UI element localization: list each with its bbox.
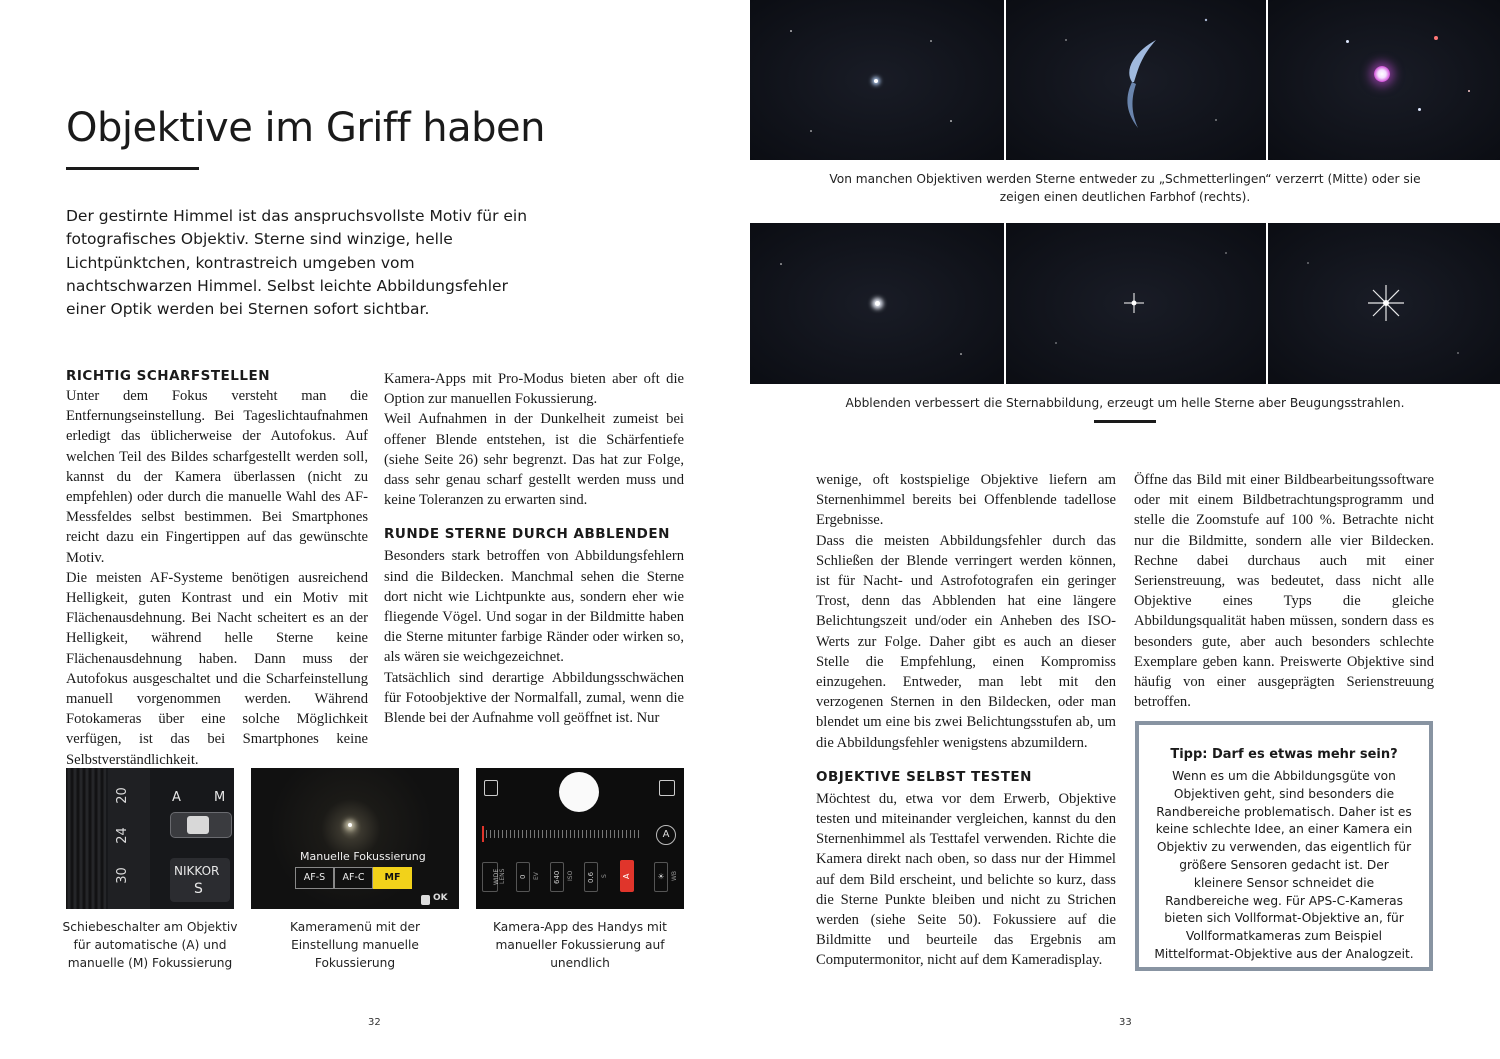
intro-paragraph: Der gestirnte Himmel ist das anspruchsvollste Motiv für ein fotografisches Objektiv. Sterne sind winzige, helle Lichtpünktchen, kontrastreich umgeben vom nachtschwarzen Himmel. Selbst leichte Abbildungsfehler einer Optik werden bei Sternen sofort sichtbar. [66,207,528,319]
body-paragraph: wenige, oft kostspielige Objektive liefern am Sternenhimmel bereits bei Offenblende tadellose Ergebnisse. [816,472,1116,529]
distance-label-30: 30 [114,867,130,884]
setting-shutter: S [601,874,608,878]
distance-label-24: 24 [114,827,130,844]
pro-mode-settings-bar [476,856,684,896]
left-column-1 [66,366,368,770]
switch-label-m: M [214,790,226,805]
star-point [348,823,352,827]
lens-switch-photo [66,768,234,909]
star-photo-diffraction-spikes [1268,223,1500,384]
lens-series-label: S [194,881,203,897]
ok-label: OK [433,893,448,903]
camera-menu-photo [251,768,459,909]
body-paragraph: Unter dem Fokus versteht man die Entfernungseinstellung. Bei Tageslichtaufnahmen erledigt das üblicherweise der Autofokus. Auf welchen Teil des Bildes scharfgestellt werden soll, kannst du der Kamera überlassen (nicht zu empfehlen) oder durch die manuelle Wahl des AF-Messfeldes selbst bestimmen. Bei Smartphones reicht dazu ein Fingertippen auf das gewünschte Motiv. [66,388,368,566]
title-underline [66,167,199,170]
menu-option-afs: AF-S [295,867,334,889]
info-icon [421,895,430,905]
menu-title: Manuelle Fokussierung [300,850,426,863]
shutter-button [559,772,599,812]
body-paragraph: Die meisten AF-Systeme benötigen ausreichend Helligkeit, guten Kontrast und ein Motiv mit Flächenausdehnung. Bei Nacht scheitert es an der Helligkeit, während helle Sterne keine Flächenausdehnung haben. Dann muss der Autofokus ausgeschaltet und die Scharfeinstellung manuell vorgenommen werden. Während Fotokameras über eine solche Möglichkeit verfügen, ist das bei Smartphones keine Selbstverständlichkeit. [66,569,368,768]
tip-box [1135,721,1433,971]
star-photo-coma-corner [750,0,1004,160]
star-photo-stopped-down [1006,223,1266,384]
figure-caption-middle: Abblenden verbessert die Sternabbildung, erzeugt um helle Sterne aber Beugungsstrahlen. [845,396,1405,410]
gallery-icon [659,780,675,796]
brand-label: NIKKOR [174,864,220,878]
section-heading-testing: OBJEKTIVE SELBST TESTEN [816,768,1032,785]
setting-shutter-value: 0.6 [584,862,598,892]
star-photo-open-aperture [750,223,1004,384]
left-column-2 [384,369,684,728]
body-paragraph: Weil Aufnahmen in der Dunkelheit zumeist bei offener Blende entstehen, ist die Schärfentiefe (siehe Seite 26) sehr begrenzt. Das hat zur Folge, dass sehr genau scharf gestellt werden muss und keine Toleranzen zu erwarten sind. [384,411,684,509]
focus-mode-switch [170,812,232,838]
menu-option-mf: MF [373,867,412,889]
body-paragraph: Kamera-Apps mit Pro-Modus bieten aber oft die Option zur manuellen Fokussierung. [384,371,684,408]
setting-lens: LENS [499,868,506,884]
caption-underline [1094,420,1156,423]
section-heading-focus: RICHTIG SCHARFSTELLEN [66,368,271,384]
page-title: Objektive im Griff haben [66,105,545,151]
setting-iso: ISO [567,870,574,882]
photo-caption: Kamera-App des Handys mit manueller Fokussierung auf unendlich [493,920,667,970]
setting-iso-value: 640 [550,862,564,892]
body-paragraph: Dass die meisten Abbildungsfehler durch das Schließen der Blende verringert werden können, ist für Nacht- und Astrofotografen ein geringer Trost, denn das Abblenden hat eine längere Belichtungszeit und/oder ein Anheben des ISO-Werts zur Folge. Daher gibt es auch an dieser Stelle die Empfehlung, einen Kompromiss einzugehen. Entweder, man lebt mit den verzogenen Sternen in den Bildecken, oder man blendet um eine bis zwei Belichtungsstufen ab, um die Abbildungsfehler wenigstens abzumildern. [816,532,1116,751]
tip-text: Wenn es um die Abbildungsgüte von Objektiven geht, sind besonders die Randbereiche problematisch. Daher ist es keine schlechte Idee, an einer Kamera ein Objektiv zu verwenden, das eigentlich für größere Sensoren gedacht ist. Der kleinere Sensor schneidet die Randbereiche weg. Für APS-C-Kameras bieten sich Vollformat-Objektive an, für Vollformatkameras zum Beispiel Mittelformat-Objektive aus der Analogzeit. [1154,769,1414,961]
photo-caption: Schiebeschalter am Objektiv für automatische (A) und manuelle (M) Fokussierung [62,920,238,970]
switch-label-a: A [172,790,181,805]
star-photo-color-halo [1268,0,1500,160]
body-paragraph: Möchtest du, etwa vor dem Erwerb, Objektive testen und miteinander vergleichen, kannst du den Sternenhimmel als Testtafel verwenden. Richte die Kamera direkt nach oben, so dass nur der Himmel auf dem Bild erscheint, und belichte so kurz, dass die Sterne Punkte bleiben und nicht zu Strichen werden (siehe Seite 50). Fokussiere auf die Bildmitte und beurteile das Ergebnis am Computermonitor, nicht auf dem Kameradisplay. [816,790,1116,969]
body-paragraph: Besonders stark betroffen von Abbildungsfehlern sind die Bildecken. Manchmal sehen die Sterne dort nicht wie Lichtpunkte aus, sondern eher wie fliegende Vögel. Und sogar in der Bildmitte haben die Sterne mitunter farbige Ränder oder wirken so, als wären sie weichgezeichnet. [384,548,684,666]
menu-option-afc: AF-C [334,867,373,889]
right-column-1 [816,470,1116,971]
section-heading-stopping-down: RUNDE STERNE DURCH ABBLENDEN [384,526,670,543]
tip-title: Tipp: Darf es etwas mehr sein? [1170,747,1398,762]
setting-ev-value: 0 [516,862,530,892]
flip-camera-icon [484,780,498,796]
page-number-left: 32 [368,1017,381,1028]
focus-slider-scale [482,830,640,838]
page-number-right: 33 [1119,1017,1132,1028]
setting-wb: WB [671,870,678,882]
setting-ev: EV [533,872,540,880]
body-paragraph: Öffne das Bild mit einer Bildbearbeitungssoftware oder mit einem Bildbetrachtungsprogramm und stelle die Zoomstufe auf 100 %. Betrachte nicht nur die Bildmitte, sondern alle vier Bildecken. Rechne dabei durchaus auch mit einer Serienstreuung, was bedeutet, dass nicht alle Objektive eines Typs die gleiche Abbildungsqualität haben müssen, sondern dass es besonders gute, aber auch besonders schlechte Exemplare geben kann. Preiswerte Objektive sind häufig von einer ausgeprägten Serienstreuung betroffen. [1134,472,1434,711]
setting-focus-active: A [620,860,634,892]
figure-caption-top: Von manchen Objektiven werden Sterne entweder zu „Schmetterlingen“ verzerrt (Mitte) oder sie zeigen einen deutlichen Farbhof (rechts). [829,172,1421,204]
setting-wide: WIDE [482,862,498,892]
right-column-2 [1134,470,1434,712]
photo-caption: Kameramenü mit der Einstellung manuelle Fokussierung [290,920,420,970]
focus-slider-marker [482,826,484,842]
auto-focus-toggle: A [656,825,676,845]
focus-ring-grip [66,768,106,909]
star-photo-butterfly [1006,0,1266,160]
setting-wb-icon: ☀ [654,862,668,892]
phone-app-photo [476,768,684,909]
distance-label-20: 20 [114,787,130,804]
body-paragraph: Tatsächlich sind derartige Abbildungsschwächen für Fotoobjektive der Normalfall, zumal, wenn die Blende bei der Aufnahme voll geöffnet ist. Nur [384,669,684,727]
